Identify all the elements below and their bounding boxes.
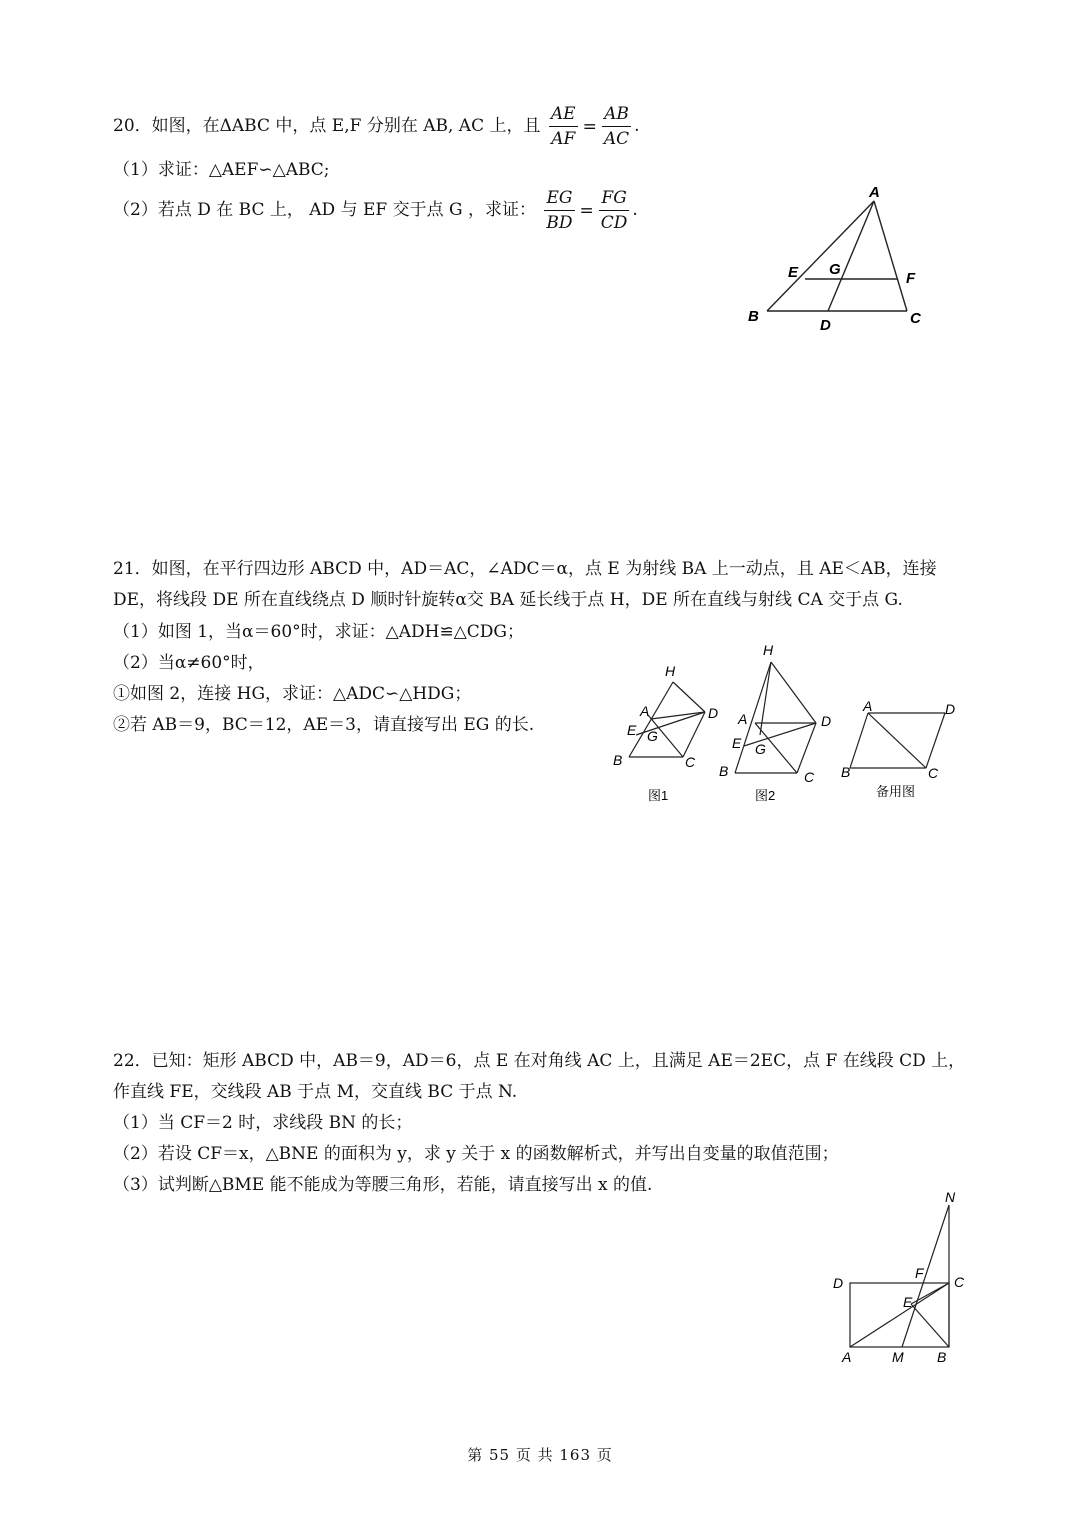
q20-part1: （1）求证：△AEF∽△ABC; [113, 160, 330, 180]
q21-line2: DE，将线段 DE 所在直线绕点 D 顺时针旋转α交 BA 延长线于点 H，DE 所在直线与射线 CA 交于点 G. [113, 590, 903, 610]
q20-label-e: E [788, 264, 799, 281]
q22-label-c: C [954, 1274, 965, 1290]
q21-fig1-label-c: C [685, 754, 696, 770]
q22-part1: （1）当 CF＝2 时，求线段 BN 的长； [113, 1113, 413, 1133]
q22-rectangle-figure [825, 1185, 985, 1375]
q21-sub2: ②若 AB＝9，BC＝12，AE＝3，请直接写出 EG 的长. [113, 715, 535, 735]
q20-intro-text: 20．如图，在ΔABC 中，点 E,F 分别在 AB, AC 上，且 [113, 116, 541, 136]
q22-line1: 22．已知：矩形 ABCD 中，AB＝9，AD＝6，点 E 在对角线 AC 上，且满足 AE＝2EC，点 F 在线段 CD 上， [113, 1051, 966, 1071]
q20-frac1-numerator: AE [549, 104, 578, 127]
q21-fig3-label-c: C [928, 765, 939, 781]
q22-label-n: N [945, 1189, 956, 1205]
q22-line2: 作直线 FE，交线段 AB 于点 M，交直线 BC 于点 N. [113, 1082, 518, 1102]
q21-fig1-label-b: B [613, 752, 623, 768]
q20-part2-period: . [632, 200, 638, 220]
q22-label-d: D [833, 1275, 844, 1291]
q22-part3: （3）试判断△BME 能不能成为等腰三角形，若能，请直接写出 x 的值. [113, 1175, 653, 1195]
q20-equals-2: = [579, 200, 594, 221]
q20-fraction-ab-ac [602, 104, 631, 149]
q22-label-b: B [937, 1349, 947, 1365]
q21-fig1-label-g: G [647, 728, 658, 744]
q22-label-e: E [903, 1294, 913, 1310]
q21-fig2-caption: 图2 [755, 788, 776, 803]
q21-fig2-label-h: H [763, 642, 774, 658]
q22-part2: （2）若设 CF＝x，△BNE 的面积为 y，求 y 关于 x 的函数解析式，并写出自变量的取值范围； [113, 1144, 839, 1164]
q21-fig3-label-a: A [863, 698, 873, 714]
q20-fraction-eg-bd [544, 188, 574, 233]
page-footer: 第 55 页 共 163 页 [467, 1446, 613, 1464]
q21-fig1-label-a: A [640, 703, 650, 719]
q22-label-f: F [915, 1265, 924, 1281]
q20-frac3-numerator: EG [544, 188, 574, 211]
q21-line1: 21．如图，在平行四边形 ABCD 中，AD＝AC，∠ADC＝α，点 E 为射线 BA 上一动点，且 AE＜AB，连接 [113, 559, 937, 579]
q20-fraction-fg-cd [599, 188, 630, 233]
q22-label-m: M [892, 1349, 904, 1365]
q20-intro-period: . [634, 116, 640, 136]
q21-fig3-caption: 备用图 [876, 784, 916, 799]
q20-part2-text: （2）若点 D 在 BC 上， AD 与 EF 交于点 G ，求证： [113, 200, 536, 220]
q21-sub1: ①如图 2，连接 HG，求证：△ADC∽△HDG； [113, 684, 472, 704]
q20-label-b: B [748, 308, 759, 325]
q20-frac4-denominator: CD [600, 213, 628, 233]
q21-fig2-label-e: E [732, 735, 742, 751]
q21-fig2-label-b: B [719, 763, 729, 779]
q21-fig1-label-h: H [665, 663, 676, 679]
q20-label-d: D [820, 317, 831, 334]
q21-figures [605, 640, 975, 810]
q20-frac3-denominator: BD [546, 213, 573, 233]
q21-fig3-label-d: D [945, 701, 956, 717]
q20-intro [113, 104, 640, 149]
q20-triangle-figure [740, 185, 940, 335]
q21-part2: （2）当α≠60°时， [113, 653, 265, 673]
q20-frac1-denominator: AF [551, 129, 576, 149]
q21-part1: （1）如图 1，当α＝60°时，求证：△ADH≌△CDG； [113, 622, 524, 642]
q20-label-g: G [829, 261, 841, 278]
q21-fig1-label-d: D [708, 705, 719, 721]
q20-part2 [113, 188, 638, 233]
q20-frac2-numerator: AB [602, 104, 631, 127]
q20-label-c: C [910, 310, 921, 327]
q21-fig2-label-d: D [821, 713, 832, 729]
q20-fraction-ae-af [549, 104, 578, 149]
q21-fig2-label-a: A [738, 711, 748, 727]
q22-label-a: A [842, 1349, 852, 1365]
q20-frac4-numerator: FG [599, 188, 630, 211]
q21-fig1-caption: 图1 [648, 788, 669, 803]
q20-label-a: A [869, 185, 880, 201]
q20-label-f: F [906, 270, 916, 287]
q20-equals-1: = [582, 116, 597, 137]
q21-fig1-label-e: E [627, 722, 637, 738]
q21-fig3-label-b: B [841, 764, 851, 780]
q20-frac2-denominator: AC [603, 129, 630, 149]
q21-fig2-label-g: G [755, 741, 766, 757]
q21-fig2-label-c: C [804, 769, 815, 785]
